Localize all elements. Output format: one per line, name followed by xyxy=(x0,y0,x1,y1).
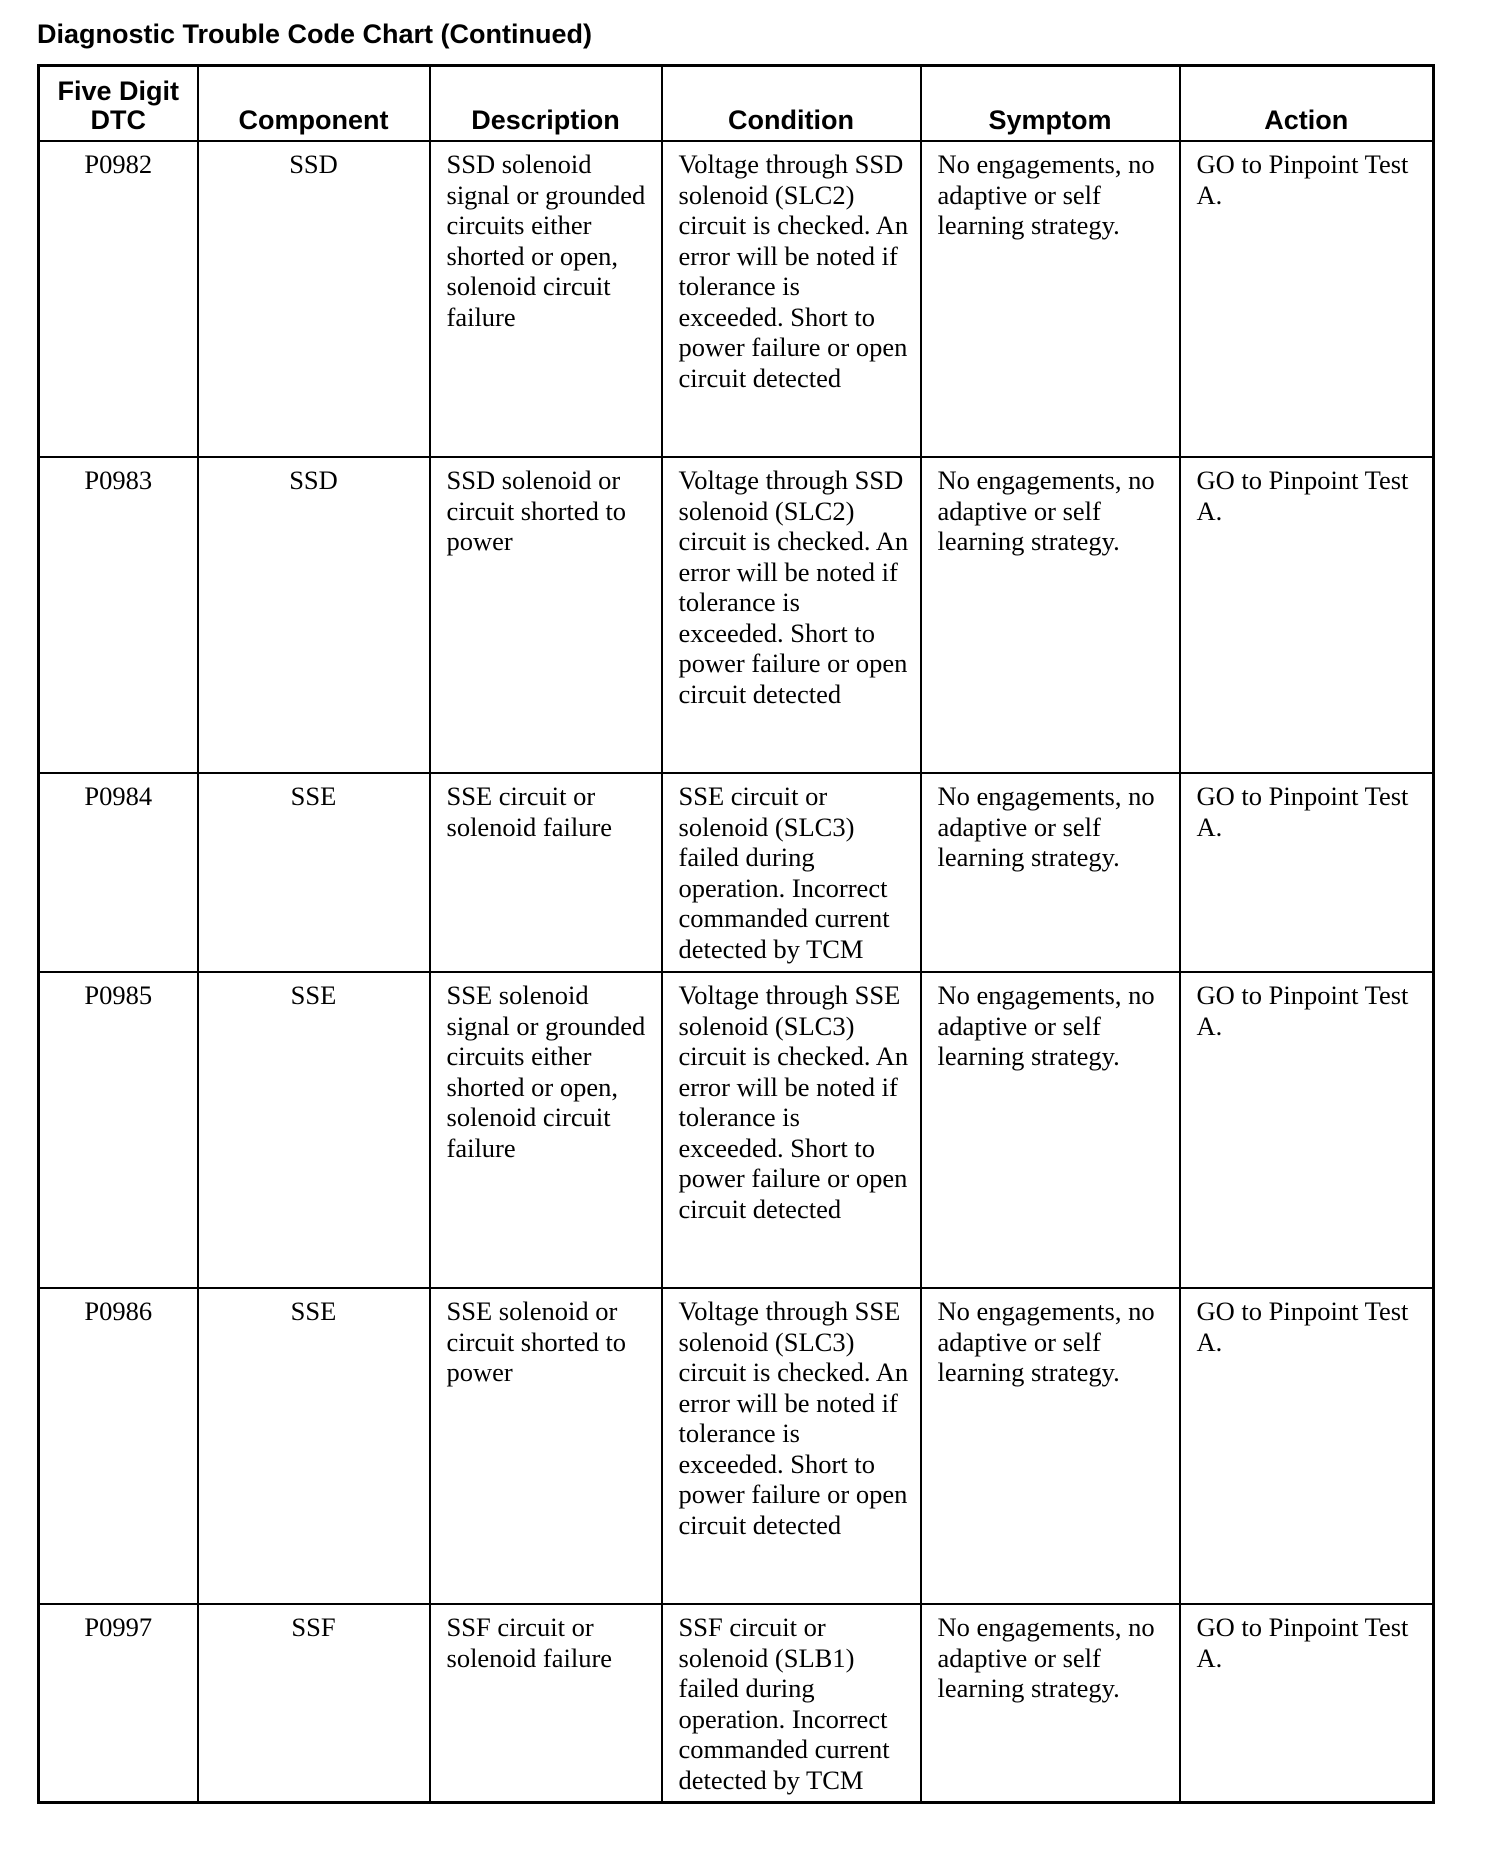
symptom-cell: No engagements, no adaptive or self learning strategy. xyxy=(921,457,1180,773)
action-cell: GO to Pinpoint Test A. xyxy=(1180,141,1434,457)
symptom-cell: No engagements, no adaptive or self learning strategy. xyxy=(921,1604,1180,1803)
description-cell: SSE solenoid signal or grounded circuits either shorted or open, solenoid circuit failure xyxy=(430,972,662,1288)
dtc-chart-table xyxy=(37,64,1435,1804)
action-cell: GO to Pinpoint Test A. xyxy=(1180,972,1434,1288)
action-cell: GO to Pinpoint Test A. xyxy=(1180,457,1434,773)
condition-cell: SSE circuit or solenoid (SLC3) failed during operation. Incorrect commanded current detected by TCM xyxy=(662,773,921,972)
header-dtc-line1: Five Digit xyxy=(57,76,179,106)
header-component: Component xyxy=(198,66,430,142)
symptom-cell: No engagements, no adaptive or self learning strategy. xyxy=(921,1288,1180,1604)
header-action: Action xyxy=(1180,66,1434,142)
action-cell: GO to Pinpoint Test A. xyxy=(1180,1604,1434,1803)
action-cell: GO to Pinpoint Test A. xyxy=(1180,1288,1434,1604)
header-description: Description xyxy=(430,66,662,142)
table-row xyxy=(39,773,1434,972)
component-cell: SSF xyxy=(198,1604,430,1803)
description-cell: SSE circuit or solenoid failure xyxy=(430,773,662,972)
condition-cell: SSF circuit or solenoid (SLB1) failed during operation. Incorrect commanded current detected by TCM xyxy=(662,1604,921,1803)
symptom-cell: No engagements, no adaptive or self learning strategy. xyxy=(921,972,1180,1288)
dtc-code-cell: P0986 xyxy=(39,1288,198,1604)
symptom-cell: No engagements, no adaptive or self learning strategy. xyxy=(921,773,1180,972)
table-row xyxy=(39,141,1434,457)
header-condition: Condition xyxy=(662,66,921,142)
header-five-digit-dtc xyxy=(39,66,198,142)
header-dtc-line2: DTC xyxy=(90,105,146,135)
table-row xyxy=(39,972,1434,1288)
page-title: Diagnostic Trouble Code Chart (Continued) xyxy=(37,19,592,49)
component-cell: SSD xyxy=(198,141,430,457)
condition-cell: Voltage through SSE solenoid (SLC3) circuit is checked. An error will be noted if tolerance is exceeded. Short to power failure or open circuit detected xyxy=(662,1288,921,1604)
description-cell: SSD solenoid or circuit shorted to power xyxy=(430,457,662,773)
condition-cell: Voltage through SSD solenoid (SLC2) circuit is checked. An error will be noted if tolerance is exceeded. Short to power failure or open circuit detected xyxy=(662,457,921,773)
table-row xyxy=(39,1604,1434,1803)
component-cell: SSE xyxy=(198,773,430,972)
table-row xyxy=(39,1288,1434,1604)
table-header-row xyxy=(39,66,1434,142)
dtc-code-cell: P0997 xyxy=(39,1604,198,1803)
dtc-code-cell: P0982 xyxy=(39,141,198,457)
action-cell: GO to Pinpoint Test A. xyxy=(1180,773,1434,972)
condition-cell: Voltage through SSD solenoid (SLC2) circuit is checked. An error will be noted if tolerance is exceeded. Short to power failure or open circuit detected xyxy=(662,141,921,457)
symptom-cell: No engagements, no adaptive or self learning strategy. xyxy=(921,141,1180,457)
component-cell: SSE xyxy=(198,1288,430,1604)
dtc-code-cell: P0984 xyxy=(39,773,198,972)
component-cell: SSE xyxy=(198,972,430,1288)
description-cell: SSD solenoid signal or grounded circuits either shorted or open, solenoid circuit failure xyxy=(430,141,662,457)
dtc-code-cell: P0983 xyxy=(39,457,198,773)
dtc-code-cell: P0985 xyxy=(39,972,198,1288)
description-cell: SSE solenoid or circuit shorted to power xyxy=(430,1288,662,1604)
description-cell: SSF circuit or solenoid failure xyxy=(430,1604,662,1803)
component-cell: SSD xyxy=(198,457,430,773)
header-symptom: Symptom xyxy=(921,66,1180,142)
table-row xyxy=(39,457,1434,773)
condition-cell: Voltage through SSE solenoid (SLC3) circuit is checked. An error will be noted if tolerance is exceeded. Short to power failure or open circuit detected xyxy=(662,972,921,1288)
